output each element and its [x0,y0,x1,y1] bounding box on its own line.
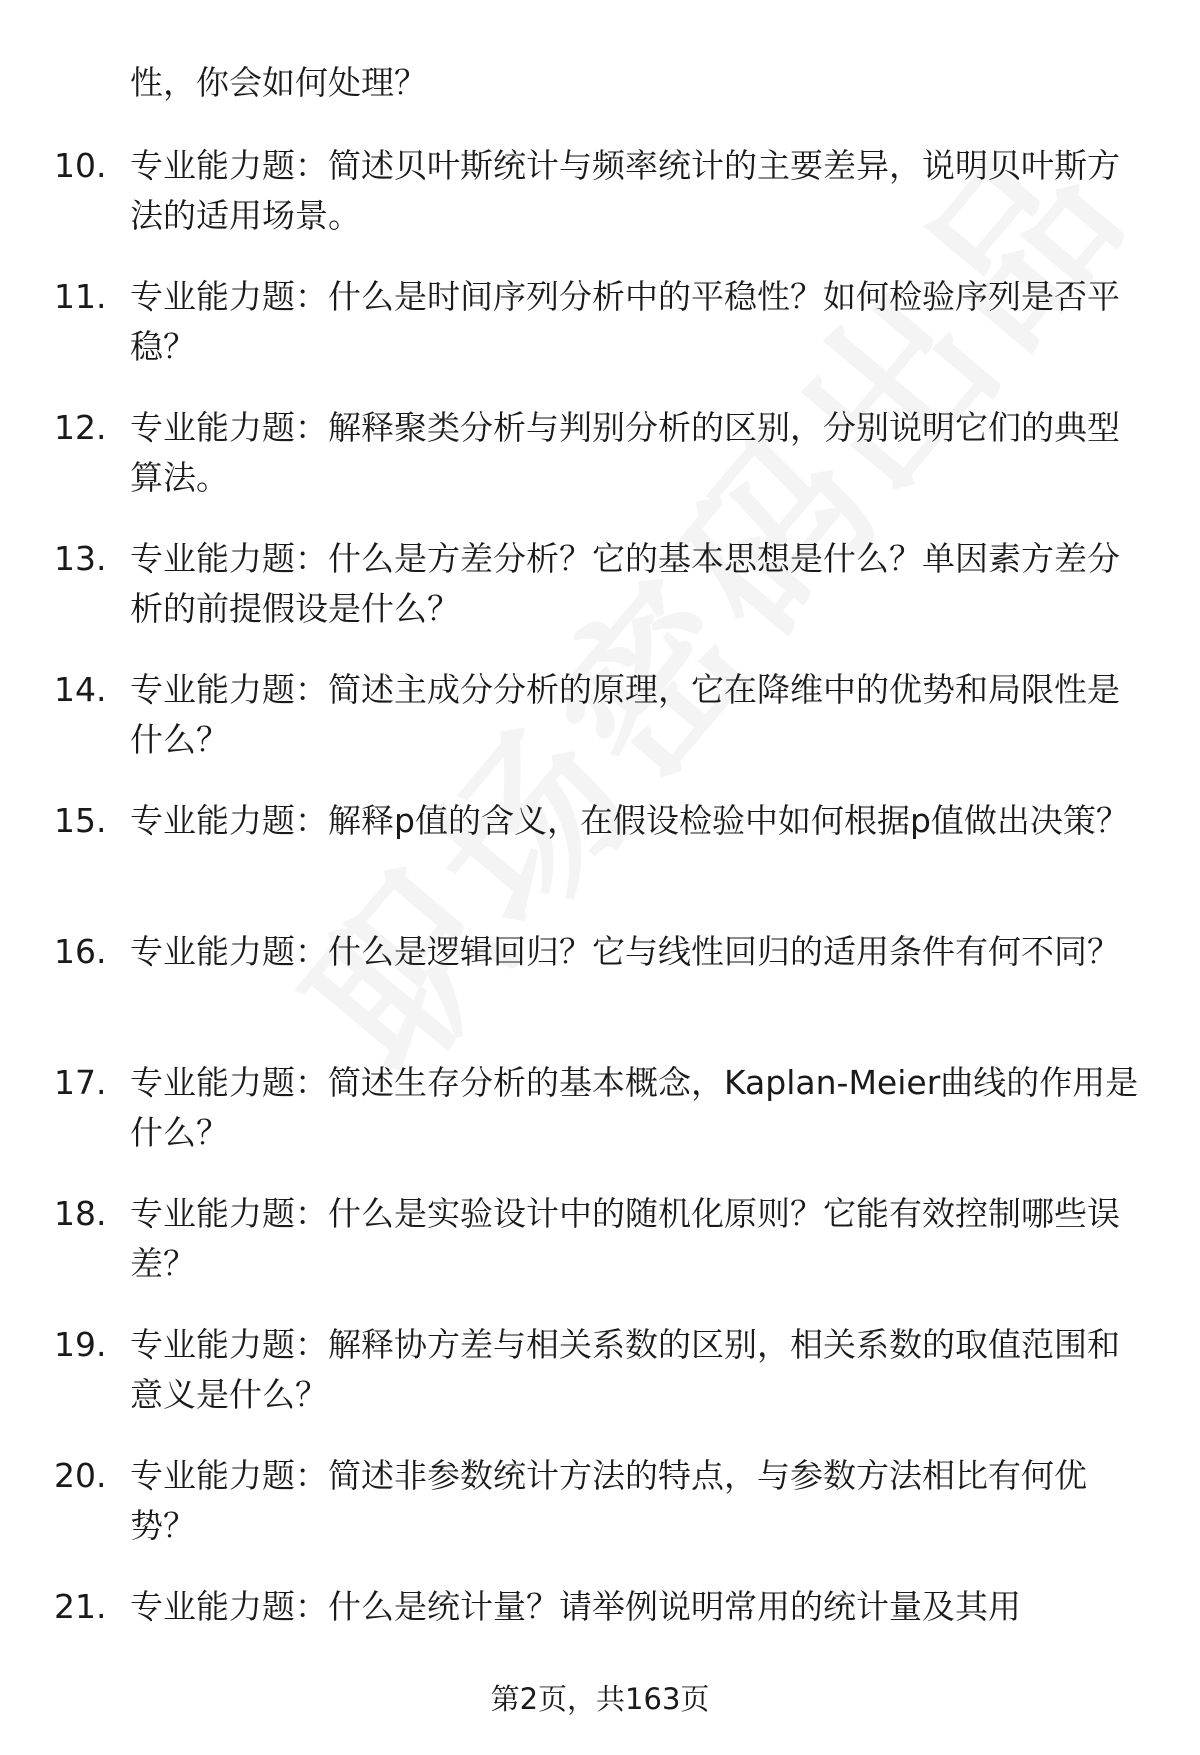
question-text: 专业能力题：解释聚类分析与判别分析的区别，分别说明它们的典型算法。 [130,408,1120,497]
question-list [0,141,1200,1713]
question-text: 专业能力题：解释协方差与相关系数的区别，相关系数的取值范围和意义是什么？ [130,1325,1120,1414]
continued-question-text: 性，你会如何处理？ [130,63,427,102]
question-item [0,534,1200,665]
question-number: 18. [54,1194,107,1233]
question-number: 11. [54,277,107,316]
question-item [0,403,1200,534]
question-item [0,1189,1200,1320]
question-number: 21. [54,1587,107,1626]
question-text: 专业能力题：简述生存分析的基本概念，Kaplan-Meier曲线的作用是什么？ [130,1063,1139,1152]
question-text: 专业能力题：什么是时间序列分析中的平稳性？如何检验序列是否平稳？ [130,277,1120,366]
question-text: 专业能力题：简述贝叶斯统计与频率统计的主要差异，说明贝叶斯方法的适用场景。 [130,146,1120,235]
question-number: 17. [54,1063,107,1102]
question-item [0,1451,1200,1582]
question-number: 15. [54,801,107,840]
question-number: 19. [54,1325,107,1364]
question-number: 13. [54,539,107,578]
question-text: 专业能力题：什么是实验设计中的随机化原则？它能有效控制哪些误差？ [130,1194,1120,1283]
question-number: 14. [54,670,107,709]
question-item [0,141,1200,272]
question-text: 专业能力题：简述主成分分析的原理，它在降维中的优势和局限性是什么？ [130,670,1120,759]
question-text: 专业能力题：什么是逻辑回归？它与线性回归的适用条件有何不同？ [130,932,1120,971]
question-number: 20. [54,1456,107,1495]
question-text: 专业能力题：解释p值的含义，在假设检验中如何根据p值做出决策？ [130,801,1129,840]
question-text: 专业能力题：什么是方差分析？它的基本思想是什么？单因素方差分析的前提假设是什么？ [130,539,1120,628]
question-item [0,1058,1200,1189]
question-item [0,1320,1200,1451]
question-text: 专业能力题：简述非参数统计方法的特点，与参数方法相比有何优势？ [130,1456,1087,1545]
question-number: 16. [54,932,107,971]
question-item [0,927,1200,1058]
question-item [0,272,1200,403]
question-number: 12. [54,408,107,447]
question-text: 专业能力题：什么是统计量？请举例说明常用的统计量及其用 [130,1587,1021,1626]
question-number: 10. [54,146,107,185]
page-number-footer: 第2页，共163页 [490,1682,710,1716]
question-item [0,665,1200,796]
question-item [0,796,1200,927]
